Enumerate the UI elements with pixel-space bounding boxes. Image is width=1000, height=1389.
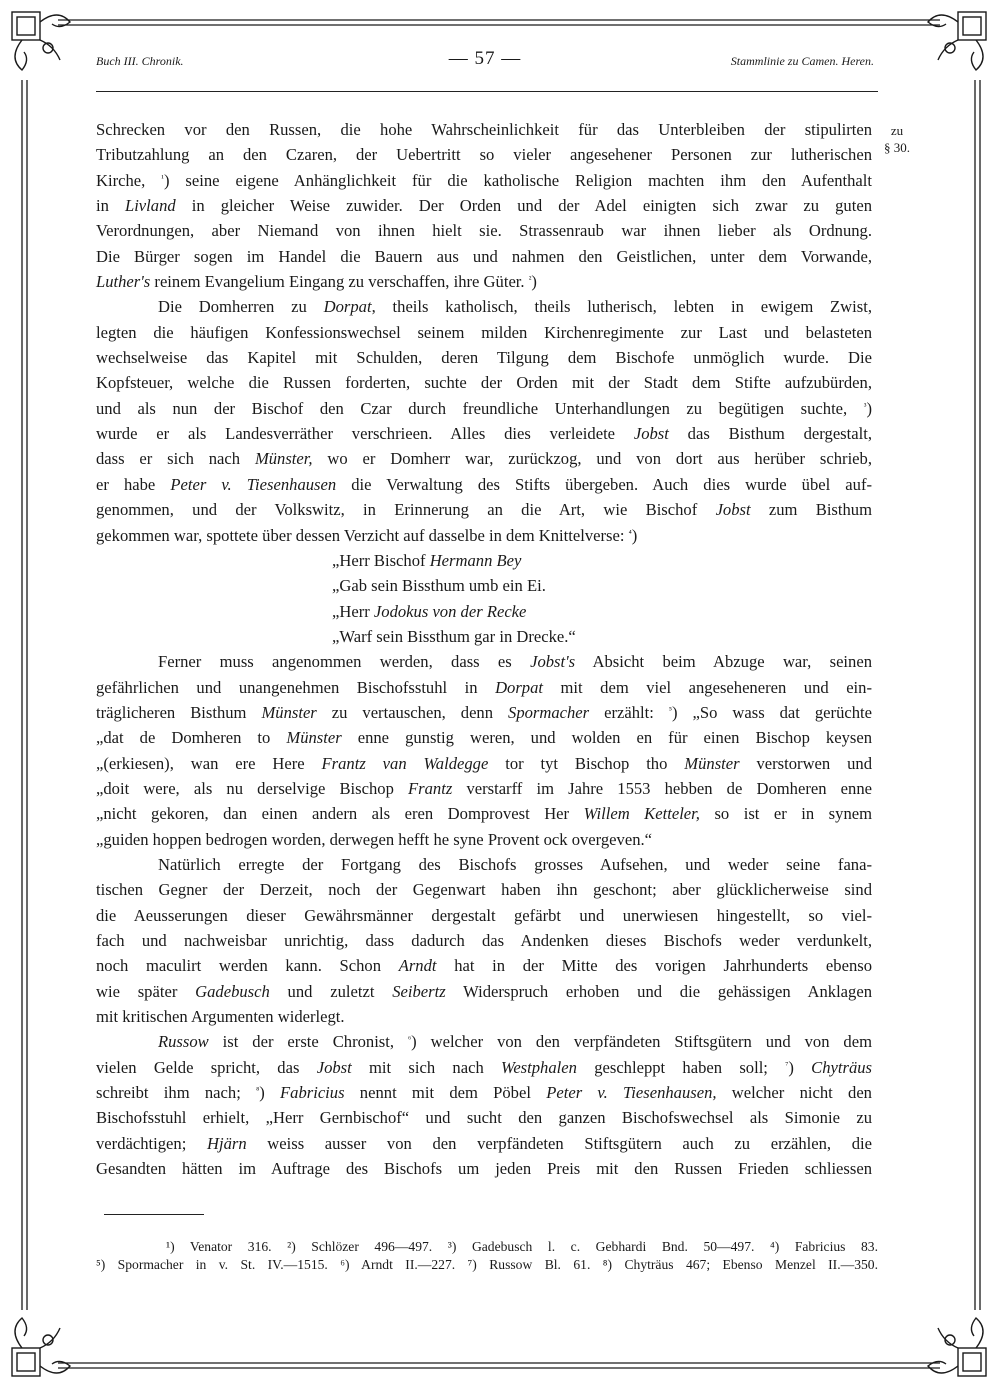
footnote-ref: ² — [528, 274, 532, 285]
footnote-ref: ⁵ — [668, 704, 672, 715]
text-line: dass er sich nach Münster, wo er Domherr war, zurückzog, und von dort aus herüber schrieb, — [96, 449, 872, 469]
text-line: genommen, und der Volkswitz, in Erinnerung an die Art, wie Bischof Jobst zum Bisthum — [96, 500, 873, 520]
text-line: Russow ist der erste Chronist, $^{^6}$) welcher von den verpfändeten Stiftsgütern und von dem — [158, 1032, 873, 1052]
margin-note-line2: § 30. — [884, 140, 910, 155]
margin-note-line1: zu — [890, 123, 904, 138]
text-line: gefährlichen und unangenehmen Bischofsstuhl in Dorpat mit dem viel angeseheneren und ein- — [96, 677, 872, 697]
text-line: Schrecken vor den Russen, die hohe Wahrscheinlichkeit für das Unterbleiben der stipulirten — [96, 120, 872, 139]
text-line: wie später Gadebusch und zuletzt Seibertz Widerspruch erhoben und die gehässigen Anklagen — [96, 981, 873, 1001]
text-line: Verordnungen, aber Niemand von ihnen hielt sie. Strassenraub war ihnen lieber als Ordnung. — [96, 221, 872, 241]
text-line: und als nun der Bischof den Czar durch freundliche Unterhandlungen zu begütigen suchte, $^{^3}$) — [96, 398, 872, 418]
corner-ornament-top-left — [12, 12, 70, 70]
text-line: schreibt ihm nach; $^{^8}$) Fabricius nennt mit dem Pöbel Peter v. Tiesenhausen, welcher nicht den — [96, 1083, 872, 1103]
footnote-line: ¹) Venator 316. ²) Schlözer 496—497. ³) Gadebusch l. c. Gebhardi Bnd. 50—497. ⁴) Fabricius 83. — [166, 1239, 878, 1254]
verse-line: „Warf sein Bissthum gar in Drecke.“ — [332, 626, 576, 646]
text-line: legten die häufigen Konfessionswechsel seinem milden Kirchenregimente zur Last und belasteten — [96, 322, 872, 342]
text-line: fach und nachweisbar unrichtig, dass dadurch das Andenken dieses Bischofs weder verdunkelt, — [96, 931, 872, 950]
footnote-ref: ⁶ — [407, 1034, 412, 1045]
text-line: mit kritischen Argumenten widerlegt. — [96, 1007, 345, 1027]
running-header — [96, 50, 874, 74]
text-line: wurde er als Landesverräther verschrieen. Alles dies verleidete Jobst das Bisthum dergestalt, — [96, 424, 872, 444]
text-line: Ferner muss angenommen werden, dass es Jobst's Absicht beim Abzuge war, seinen — [158, 652, 872, 672]
page-number: — 57 — — [448, 48, 522, 69]
text-line: „guiden hoppen bedrogen worden, derwegen hefft he syne Provent ock overgeven.“ — [96, 829, 653, 849]
header-rule — [96, 91, 878, 92]
text-line: Die Bürger sogen im Handel die Bauern aus und nahmen den Geistlichen, unter dem Vorwande, — [96, 246, 872, 266]
footnote-ref: ¹ — [161, 172, 164, 183]
text-line: Luther's reinem Evangelium Eingang zu verschaffen, ihre Güter. $^{^2}$) — [96, 272, 537, 292]
text-line: tischen Gegner der Derzeit, noch der Gegenwart haben ihn geschont; aber glücklicherweise sind — [96, 880, 872, 900]
text-line: „doit were, als nu derselvige Bischop Frantz verstarff im Jahre 1553 hebben de Domheren enne — [96, 778, 872, 798]
footnotes — [96, 1238, 878, 1274]
text-line: „(erkiesen), wan ere Here Frantz van Waldegge tor tyt Bischop tho Münster verstorwen und — [96, 753, 872, 773]
text-line: gekommen war, spottete über dessen Verzicht auf dasselbe in dem Knittelverse: $^{^4}$) — [96, 525, 638, 545]
footnote-ref: ⁸ — [256, 1085, 260, 1096]
header-right: Stammlinie zu Camen. Heren. — [730, 54, 874, 68]
text-line: wechselweise das Kapitel mit Schulden, deren Tilgung dem Bischofe unmöglich wurde. Die — [96, 348, 872, 368]
verse-line: „Herr Bischof Hermann Bey — [332, 550, 522, 570]
footnote-ref: ⁷ — [785, 1059, 789, 1070]
verse-line: „Gab sein Bissthum umb ein Ei. — [332, 576, 546, 596]
footnote-line: ⁵) Spormacher in v. St. IV.—1515. ⁶) Arndt II.—227. ⁷) Russow Bl. 61. ⁸) Chyträus 467; Ebenso Menzel II.—350. — [96, 1257, 878, 1272]
corner-ornament-top-right — [928, 12, 986, 70]
text-line: Natürlich erregte der Fortgang des Bischofs grosses Aufsehen, und weder seine fana- — [158, 854, 872, 874]
header-left: Buch III. Chronik. — [96, 54, 184, 68]
text-line: in Livland in gleicher Weise zuwider. Der Orden und der Adel einigten sich zwar zu guten — [96, 196, 872, 216]
text-line: Bischofsstuhl erhielt, „Herr Gernbischof“ und sucht den ganzen Bischofswechsel als Simonie zu — [96, 1108, 872, 1128]
text-line: träglicheren Bisthum Münster zu vertauschen, denn Spormacher erzählt: $^{^5}$) „So wass dat gerüchte — [96, 702, 873, 722]
corner-ornament-bottom-left — [12, 1318, 70, 1376]
text-line: „nicht gekoren, dan einen andern als eren Domprovest Her Willem Ketteler, so ist er in synem — [96, 804, 873, 824]
text-line: Die Domherren zu Dorpat, theils katholisch, theils lutherisch, lebten in ewigem Zwist, — [158, 297, 872, 317]
text-line: „dat de Domheren to Münster enne gunstig weren, und wolden en für einen Bischop keysen — [96, 728, 873, 748]
corner-ornament-bottom-right — [928, 1318, 986, 1376]
text-line: Tributzahlung an den Czaren, der Uebertritt so vieler angesehener Personen zur lutherischen — [96, 145, 872, 165]
text-line: verdächtigen; Hjärn weiss ausser von den verpfändeten Stiftsgütern auch zu erzählen, die — [96, 1133, 872, 1153]
footnote-ref: ⁴ — [628, 527, 632, 538]
text-line: noch maculirt werden kann. Schon Arndt hat in der Mitte des vorigen Jahrhunderts ebenso — [96, 956, 872, 976]
margin-note — [880, 122, 914, 156]
text-line: vielen Gelde spricht, das Jobst mit sich nach Westphalen geschleppt haben soll; $^{^7}$) Chyträus — [96, 1057, 872, 1077]
text-line: er habe Peter v. Tiesenhausen die Verwaltung des Stifts übergeben. Auch dies wurde übel auf- — [96, 474, 873, 494]
text-line: Kopfsteuer, welche die Russen forderten, suchte der Orden mit der Stadt dem Stifte aufzubürden, — [96, 373, 872, 393]
text-line: die Aeusserungen dieser Gewährsmänner dergestalt gefärbt und unerwiesen hingestellt, so viel- — [96, 905, 872, 925]
verse-line: „Herr Jodokus von der Recke — [332, 601, 527, 621]
text-line: Gesandten hätten im Auftrage des Bischofs um jeden Preis mit den Russen Frieden schliessen — [96, 1159, 872, 1179]
footnote-ref: ³ — [863, 400, 867, 411]
body-text — [96, 117, 872, 1181]
text-line: Kirche, $^{^1}$) seine eigene Anhänglichkeit für die katholische Religion machten ihm den Aufenthalt — [96, 170, 872, 190]
footnote-rule — [104, 1214, 204, 1215]
